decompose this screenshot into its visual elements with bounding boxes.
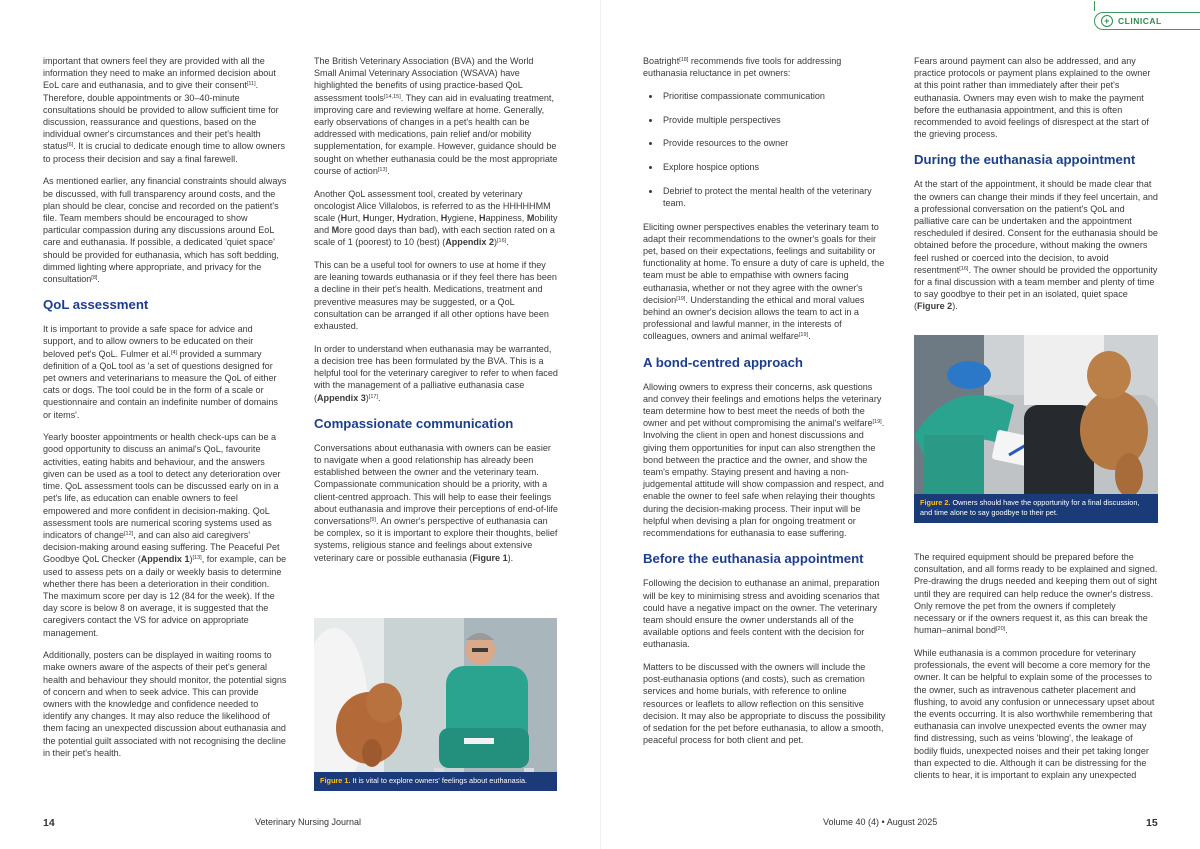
paragraph: important that owners feel they are provided with all the information they need to make an informed decision about EoL care and euthanasia, and to give their consent[11]. Therefore, double appointments or 30–40-minute consultations should be provided to allow sufficient time for discussion, reassurance and questions, based on the individual owner's circumstances and their pet's health status[6]. It is crucial to dedicate enough time to allow owners to process their decision and say a final farewell. [43, 56, 285, 164]
heading-before-euthanasia: Before the euthanasia appointment [643, 551, 864, 567]
paragraph: Fears around payment can also be addressed, and any practice protocols or payment plans explained to the owner at this point rather than immediately after their pet's euthanasia. Owners may even wish to make the payment before the euthanasia appointment, and this is often recommended to avoid feelings of disrespect at the start of the grieving process. [914, 56, 1151, 140]
column-3 [643, 55, 887, 757]
figure-1-caption: Figure 1. It is vital to explore owners' feelings about euthanasia. [314, 772, 557, 791]
figure-2 [914, 335, 1158, 523]
paragraph: Conversations about euthanasia with owners can be easier to navigate when a good relationship has already been established between the owner and the veterinary team. Compassionate communication should be a priority, with a client-centred approach. This will help to ease their feelings about euthanasia and improve their perceptions of end-of-life conversations[9]. An owner's perspective of euthanasia can be complex, so it is important to explore their thoughts, belief systems, religious stance and feelings about extensive veterinary care or possible euthanasia (Figure 1). [314, 442, 558, 563]
paragraph: Matters to be discussed with the owners will include the post-euthanasia options (and costs), such as cremation services and home burials, with reference to online resources or leaflets to allow reflection on this sensitive decision. It may also be appropriate to discuss the possibility of sedation for the pet before euthanasia, to allow a smooth, peaceful process for both client and pet. [643, 662, 886, 746]
page-gutter [600, 0, 601, 849]
left-page-number: 14 [43, 817, 55, 829]
bullet-list [643, 90, 887, 209]
heading-qol-assessment: QoL assessment [43, 297, 149, 313]
paragraph: In order to understand when euthanasia may be warranted, a decision tree has been formulated by the BVA. This is a helpful tool for the veterinary caregiver to refer to when faced with the management of a palliative euthanasia case (Appendix 3)[17]. [314, 343, 558, 403]
right-page-number: 15 [1146, 817, 1158, 829]
issue-info: Volume 40 (4) • August 2025 [823, 817, 938, 827]
list-item: • Provide resources to the owner [661, 137, 887, 149]
paragraph: Boatright[18] recommends five tools for addressing euthanasia reluctance in pet owners: [643, 56, 842, 79]
figure-2-caption: Figure 2. Owners should have the opportunity for a final discussion, and time alone to say goodbye to their pet. [914, 494, 1158, 523]
journal-name: Veterinary Nursing Journal [255, 817, 362, 827]
heading-bond-centred-approach: A bond-centred approach [643, 354, 803, 370]
figure-1 [314, 618, 557, 791]
list-item: • Explore hospice options [661, 161, 887, 173]
paragraph: The required equipment should be prepared before the consultation, and all forms ready to be explained and signed. Pre-drawing the drugs needed and keeping them out of sight until they are required can help reduce the owner's distress. Only remove the pet from the owners if completely necessary or if the owners request it, as this can break the human–animal bond[20]. [914, 552, 1158, 636]
paragraph: Yearly booster appointments or health check-ups can be a good opportunity to discuss an animal's QoL, favourite activities, eating habits and behaviour, and the answers given can be used as a tool to detect any deterioration over time. QoL assessment tools can be discussed early on in a pet's life, as education can enable owners to feel empowered and more confident in decision-making. QoL assessment tools are numerical scoring systems used as indicators of change[12], and can also aid caregivers' decision-making around easing suffering. The Peaceful Pet Goodbye QoL Checker (Appendix 1)[13], for example, can be used to assess pets on a daily or weekly basis to determine whether there has been a deterioration in their condition. The maximum score per day is 12 (84 for the week). If the day score is below 8 on average, it is suggested that the caregivers contact the VS for advice on appropriate management. [43, 432, 287, 638]
heading-compassionate-communication: Compassionate communication [314, 415, 514, 431]
list-item: • Debrief to protect the mental health of the veterinary team. [661, 185, 887, 209]
list-item: • Prioritise compassionate communication [661, 90, 887, 102]
column-4-lower [914, 551, 1158, 792]
list-item: • Provide multiple perspectives [661, 114, 887, 126]
column-1 [43, 55, 287, 770]
paragraph: Additionally, posters can be displayed in waiting rooms to make owners aware of the aspects of their pet's general health and behaviour they should monitor, the potential signs of concern and when to seek advice. This can provide owners with the knowledge and confidence needed to identify any changes. It may also reduce the likelihood of them facing an unexpected discussion about euthanasia and the potential guilt associated with not recognising the decline in their pet's health. [43, 650, 287, 758]
figure-1-photo [314, 618, 557, 791]
paragraph: While euthanasia is a common procedure for veterinary professionals, the event will become a core memory for the owner. It can be helpful to explain some of the processes to the owner, such as intravenous catheter placement and flushing, to avoid any confusion or unnecessary upset about the events occurring. It is also worthwhile remembering that euthanasia can involve unexpected events the owner may find distressing, such as veins 'blowing', the leakage of bodily fluids, unexpected noises and their pet taking longer than expected to die. Although it can be distressing for the clients to hear, it is important to explain any unexpected [914, 647, 1155, 780]
section-tag-label: CLINICAL [1118, 16, 1162, 26]
paragraph: Another QoL assessment tool, created by veterinary oncologist Alice Villalobos, is referred to as the HHHHHMM scale (Hurt, Hunger, Hydration, Hygiene, Happiness, Mobility and More good days than bad), with each section rated on a scale of 1 (poorest) to 10 (best) (Appendix 2)[16]. [314, 188, 558, 248]
paragraph: As mentioned earlier, any financial constraints should always be discussed, with full transparency around costs, and the plan should be clear, concise and recorded on the patient's file. Team members should be encouraged to show particular compassion during any discussions around EoL care and euthanasia. If possible, a dedicated 'quiet space' should be provided for euthanasia, which has soft bedding, dimmed lighting where appropriate, and privacy for the consultation[8]. [43, 176, 287, 284]
paragraph: Allowing owners to express their concerns, ask questions and convey their feelings and emotions helps the veterinary team determine how to best meet the needs of both the owner and pet without compromising the animal's welfare[19]. Involving the client in open and honest discussions and giving them opportunities for input can also strengthen the bond between the practice and the owner, and show the team's empathy. Staying present and having a non-judgemental attitude will show compassion and respect, and enable the owner to feel safe when relaying their thoughts during the decision-making process. Their input will be helpful when devising a plan for ongoing treatment or recommendations for euthanasia to ease suffering. [643, 381, 885, 539]
paragraph: At the start of the appointment, it should be made clear that the owners can change their minds if they feel uncertain, and a professional conversation on the patient's QoL and palliative care can be undertaken and the appointment rescheduled if desired. Consent for the euthanasia should be obtained before the procedure, without making the owners feel rushed or coerced into the decision, to avoid resentment[16]. The owner should be provided the opportunity for a final discussion with a team member and plenty of time to say goodbye to their pet in an isolated, quiet space (Figure 2). [914, 179, 1158, 312]
section-tag [1094, 12, 1200, 30]
column-2 [314, 55, 558, 574]
paragraph: Following the decision to euthanase an animal, preparation will be key to minimising stress and avoiding scenarios that could have a negative impact on the owner. The veterinary team should ensure the owner understands all of the available options and feels content with the decision for euthanasia. [643, 578, 880, 650]
paragraph: Eliciting owner perspectives enables the veterinary team to adapt their recommendations to the owner's goals for their pet, based on their expectations, feelings and suitability or functionality at home. To ensure a duty of care is upheld, the team must be able to empathise with owners facing euthanasia, whether or not they agree with the owner's decision[19]. Understanding the ethical and moral values behind an owner's decision allows the team to act in a professional and lawful manner, in the interests of colleagues, owners and animal welfare[19]. [643, 221, 885, 342]
paragraph: It is important to provide a safe space for advice and support, and to allow owners to be educated on their beloved pet's QoL. Fulmer et al.[4] provided a summary definition of a QoL tool as 'a set of questions designed for pet owners and veterinarians to measure the QoL of either cats or dogs. The tool could be in the form of a scale or questionnaire and contain an indefinite number of domains or items'. [43, 324, 278, 420]
plus-circle-icon: + [1101, 15, 1113, 27]
header-rule [1094, 1, 1095, 11]
heading-during-euthanasia: During the euthanasia appointment [914, 152, 1136, 168]
paragraph: The British Veterinary Association (BVA) and the World Small Animal Veterinary Association (WSAVA) have highlighted the benefits of using practice-based QoL assessment tools[14,15]. They can aid in evaluating treatment, improving care and reviewing welfare at home. Generally, early observations of changes in a pet's health can be addressed with medications, pain relief and/or mobility supplementation, for example. However, guidance should be sought on whether euthanasia could be the most appropriate course of action[13]. [314, 56, 558, 176]
paragraph: This can be a useful tool for owners to use at home if they are leaning towards euthanasia or if they feel there has been a decline in their pet's health. Medications, treatment and preventive measures may be suggested, or a QoL consultation can be arranged if all other options have been exhausted. [314, 260, 557, 332]
column-4 [914, 55, 1158, 323]
